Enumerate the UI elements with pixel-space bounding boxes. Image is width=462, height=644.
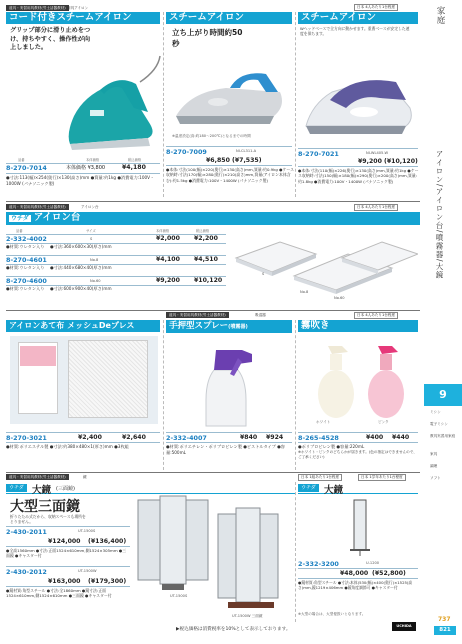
section-title: ウチダ アイロン台 xyxy=(6,212,420,225)
price-tax: ¥924 xyxy=(266,434,284,441)
divider xyxy=(6,432,160,433)
side-index-item: ソフト xyxy=(430,476,441,480)
product-title: スチームアイロン xyxy=(166,12,292,24)
section-title-bar: ウチダ 大鏡 xyxy=(298,482,418,494)
product-catch: グリップ部分に滑り止めをつけ、持ちやすく、操作性が向上しました。 xyxy=(10,27,91,51)
category-sub: 鏡 xyxy=(83,475,87,479)
chapter-subtitle: アイロン/アイロン台/噴霧器/大鏡 xyxy=(435,150,444,280)
product-code: 8-270-7009 xyxy=(166,148,207,156)
product-spec: ●本体:寸法(110(幅)×226(奥行)×130(高さ)mm,質量:約1kg ●ケース収納時:寸法(150(幅)×180(幅)×290(奥行)×200(高さ)mm,質量:約1.8kg ●消費電力:100V・1400W (パナソニック製) xyxy=(298,168,419,184)
table-row: 2-332-4002 S ¥2,000 ¥2,200 ●材質:ウレタン入り ●寸法:360×600×30(厚さ)mm xyxy=(6,234,226,255)
model-number: UT-1500W xyxy=(78,569,97,573)
price-base: ¥48,000 xyxy=(340,570,369,577)
divider xyxy=(298,432,418,433)
category-tag: 道具・実習用具教材(労土活器教材) xyxy=(166,312,229,318)
product-note: ※大型の場合は、大型便扱いとなります。 xyxy=(298,612,366,616)
column-divider xyxy=(163,12,164,197)
divider xyxy=(6,566,130,567)
press-cloth-image xyxy=(10,336,158,424)
product-spec: ●全高1560mm ●寸法:正面1524×610mm,側1524×305mm ●三面鏡 ●キャスター付 xyxy=(6,548,127,559)
divider xyxy=(298,442,418,443)
divider xyxy=(298,578,418,579)
side-index-item: ミシン xyxy=(430,410,441,414)
brand-logo: ウチダ xyxy=(11,215,29,222)
divider xyxy=(6,586,130,587)
usage-badge: 日本 4人あたり1台程度 xyxy=(354,312,398,319)
image-label: UT-1500S xyxy=(170,594,188,598)
product-spec: ●鏡材質:角型スチール ●寸法:全1860mm ●鏡寸法:正面1524×610mm,側1524×610mm ●三面鏡 ●キャスター付 xyxy=(6,588,112,599)
product-spec: ●ポリプロピレン製 ●容量:220mL xyxy=(298,444,365,449)
divider xyxy=(298,568,418,569)
product-catch: 立ち上がり時間約50秒 xyxy=(172,28,243,48)
image-label: UT-1500W 三面鏡 xyxy=(232,614,263,618)
price-tax: ¥4,180 xyxy=(122,164,146,171)
product-title: 大型三面鏡 xyxy=(10,499,80,515)
product-catch: 折りたたみ式だから、収納スペースも場所をとりません。 xyxy=(10,514,86,524)
category-sub: 衛具アイロン xyxy=(67,6,89,10)
price-base: ¥6,850 xyxy=(206,157,230,164)
divider xyxy=(166,432,292,433)
product-spec: ●材質:ポリエチレン・ポリプロピレン製 ●ピストルタイプ ●容量:500mL xyxy=(166,444,285,455)
spray-bottle-image xyxy=(190,340,270,430)
product-spec: ●鏡材質:角型スチール ●寸法:本体(530(幅)×400(奥行)×1525(高さ)mm,鏡1219×406mm ●鏡角度調節可 ●キャスター付 xyxy=(298,580,413,590)
usage-badge: 日本 4人あたり1台程度 xyxy=(354,204,398,211)
chapter-title: 家庭 xyxy=(435,6,445,25)
price-base: ¥840 xyxy=(240,434,258,441)
section-divider xyxy=(6,201,420,202)
price-tax: (¥10,120) xyxy=(384,158,418,165)
divider xyxy=(166,442,292,443)
side-index-item: 家具 xyxy=(430,452,438,456)
model-number: UT-1500S xyxy=(78,529,96,533)
page-number-total: 821 xyxy=(434,626,456,635)
product-title: スチームアイロン xyxy=(298,12,418,24)
price-tax: ¥440 xyxy=(392,434,410,441)
price-tax: (¥7,535) xyxy=(232,157,262,164)
usage-badge: 日本 1学年あたり1台程度 xyxy=(358,474,406,481)
image-label: No.60 xyxy=(334,296,345,300)
product-code: 8-265-4528 xyxy=(298,434,339,442)
divider xyxy=(6,546,130,547)
image-label: ホワイト xyxy=(316,420,331,424)
category-sub: アイロン台 xyxy=(81,205,99,209)
column-divider xyxy=(295,482,296,622)
price-base: ¥124,000 xyxy=(48,538,81,545)
image-label: ピンク xyxy=(378,420,389,424)
price-tax: ¥2,640 xyxy=(122,434,146,441)
board-table xyxy=(6,234,226,297)
side-index-item: 教具実習用家庭 xyxy=(430,434,456,438)
product-note: ※ホワイト・ピンクのどちらかが届きます。(色の指定はできませんので、ご了承ください) xyxy=(298,450,417,459)
divider xyxy=(6,526,130,527)
category-tag: 道具・実習用具教材(労土活器教材) xyxy=(6,5,69,11)
standing-mirror-image xyxy=(340,498,380,558)
model-number: NI-WL405-W xyxy=(366,151,389,155)
category-sub: 吸湿器 xyxy=(255,313,266,317)
category-tag: 道具・実習用具教材(労土活器教材) xyxy=(6,204,69,210)
price-tax: (¥136,400) xyxy=(88,538,127,545)
product-code: 2-430-2011 xyxy=(6,528,47,536)
product-title: 手押型スプレー(噴霧器) xyxy=(166,320,292,333)
product-code: 8-270-7021 xyxy=(298,150,339,158)
product-title: アイロンあて布 メッシュDeプレス xyxy=(6,320,160,332)
side-index-item: 電子ミシン xyxy=(430,422,448,426)
mist-bottle-image xyxy=(302,338,418,422)
iron-image xyxy=(60,52,162,152)
column-divider xyxy=(295,320,296,470)
usage-badge: 日本 1組あたり1台程度 xyxy=(298,474,342,481)
section-title-bar: ウチダ 大鏡 (三面鏡) xyxy=(6,482,296,494)
product-spec: ●材質:ポリエステル製 ●寸法:約380×480×1(厚さ)mm ●3枚組 xyxy=(6,444,129,449)
price-tax: (¥52,800) xyxy=(372,570,406,577)
model-number: NI-CL311-A xyxy=(236,149,257,153)
side-index-item: 調理 xyxy=(430,464,438,468)
product-title: コード付きスチームアイロン xyxy=(6,12,160,24)
price-base: 本体価格 ¥3,800 xyxy=(66,165,106,171)
table-row: 8-270-4600 No.60 ¥9,200 ¥10,120 ●材質:ウレタン入り ●寸法:600×900×40(厚さ)mm xyxy=(6,276,226,297)
column-divider xyxy=(163,320,164,470)
product-code: 8-270-7014 xyxy=(6,164,47,172)
ironing-boards-image xyxy=(232,228,418,308)
product-code: 2-332-3200 xyxy=(298,560,339,568)
divider xyxy=(298,148,418,149)
section-divider xyxy=(6,310,420,311)
product-code: 2-430-2012 xyxy=(6,568,47,576)
image-label: No.8 xyxy=(300,290,309,294)
divider xyxy=(166,165,292,166)
column-divider xyxy=(295,12,296,197)
product-title: 霧吹き xyxy=(298,320,418,332)
image-label: S xyxy=(262,272,265,276)
product-code: 2-332-4007 xyxy=(166,434,207,442)
product-spec: ●本体:寸法(100(幅)×220(奥行)×130(高さ)mm,質量:約0.9kg ●ケース収納時:寸法(170(幅)×280(奥行)×210(高さ)mm,質量(アイロン本体含む):約1.5kg ●消費電力:100V・1400W (パナソニック製) xyxy=(166,167,294,183)
usage-badge: 日本 4人あたり1台程度 xyxy=(354,4,398,11)
category-tag: 道具・実習用具教材(労土活器教材) xyxy=(6,474,69,480)
product-note: ※温度設定(高:約180〜200℃)となるまでの時間 xyxy=(172,134,251,138)
price-tax: (¥179,300) xyxy=(88,578,127,585)
price-base: ¥2,400 xyxy=(78,434,102,441)
section-divider xyxy=(6,472,420,473)
product-code: 8-270-3021 xyxy=(6,434,47,442)
divider xyxy=(6,442,160,443)
iron-image xyxy=(170,66,290,136)
divider xyxy=(298,166,418,167)
three-panel-mirror-image xyxy=(134,494,286,620)
footer-note: ▶税込価格は消費税率を10%として表示しております。 xyxy=(176,627,291,632)
brand-logo: UCHIDA xyxy=(392,622,416,631)
divider xyxy=(6,173,160,174)
model-number: U-1200 xyxy=(366,561,380,565)
table-row: 8-270-4601 No.8 ¥4,100 ¥4,510 ●材質:ウレタン入り ●寸法:440×680×40(厚さ)mm xyxy=(6,255,226,276)
product-spec: ●寸法:113(幅)×254(奥行)×130(高さ)mm ●質量:約1kg ●消費電力:100V・1000W (パナソニック製) xyxy=(6,175,155,186)
product-catch: Wヘッドベースで全方向に動かせます。重曹ベースが安定した速度を保ちます。 xyxy=(300,26,410,36)
page-number: 737 xyxy=(438,616,451,623)
price-base: ¥163,000 xyxy=(48,578,81,585)
divider xyxy=(166,146,292,147)
brand-logo: ウチダ xyxy=(6,484,27,492)
chapter-number: 9 xyxy=(424,384,462,406)
iron-image xyxy=(302,64,418,144)
price-base: ¥9,200 xyxy=(358,158,382,165)
price-base: ¥400 xyxy=(366,434,384,441)
